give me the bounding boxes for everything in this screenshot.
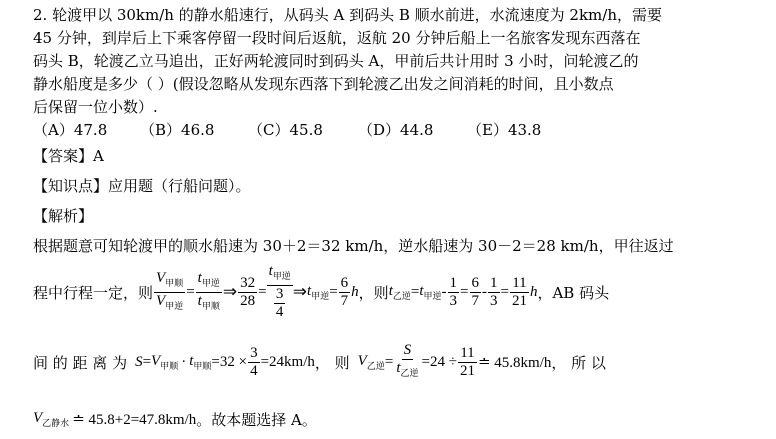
analysis-line-1: 根据题意可知轮渡甲的顺水船速为 30＋2＝32 km/h，逆水船速为 30－2＝28 km/h，甲往返过 xyxy=(33,237,674,255)
fraction-3-4: $\frac{3}{4}$ xyxy=(250,344,258,379)
knowledge-tag: 【知识点】 xyxy=(33,177,109,195)
knowledge-line xyxy=(33,176,251,196)
option-b: （B）46.8 xyxy=(140,121,215,139)
analysis-line-4: $V_{乙静水}$ ≐ 45.8+2=47.8km/h 。故本题选择 A。 xyxy=(33,409,317,429)
option-d: （D）44.8 xyxy=(358,121,434,139)
option-c: （C）45.8 xyxy=(248,121,323,139)
fraction-t-ratio: $\frac{t_{甲逆}}{t_{甲顺}}$ xyxy=(197,269,220,311)
fraction-s-over-t: $\frac{S}{t_{乙逆}}$ xyxy=(396,342,419,378)
fraction-11-21-b: $\frac{11}{21}$ xyxy=(459,344,475,379)
fraction-6-7: $\frac{6}{7}$ xyxy=(340,274,349,309)
fraction-1-3-b: $\frac{1}{3}$ xyxy=(490,274,498,309)
option-e: （E）43.8 xyxy=(467,121,542,139)
knowledge-value: 应用题（行船问题）。 xyxy=(108,177,251,195)
answer-line xyxy=(33,146,104,166)
fraction-v-ratio: $\frac{V_{甲顺}}{V_{甲逆}}$ xyxy=(156,269,184,311)
question-line-4: 静水船度是多少（ ）(假设忽略从发现东西落下到轮渡乙出发之间消耗的时间，且小数点 xyxy=(33,75,614,93)
answer-value: A xyxy=(93,147,104,165)
answer-tag: 【答案】 xyxy=(33,147,94,165)
analysis-line-3: 间 的 距 离 为 S = $V_{甲顺}$ · $t_{甲顺}$ =32 × $\frac{3}{4}$ =24km/h ， 则 $V_{乙逆}$ = $\frac{S}{t_{乙逆}}$ =24 ÷ $\frac{11}{21}$ ≐ 45.8km/h ， 所 以 xyxy=(33,340,606,384)
fraction-6-7-b: $\frac{6}{7}$ xyxy=(471,274,479,309)
fraction-11-21: $\frac{11}{21}$ xyxy=(511,274,527,309)
option-a: （A）47.8 xyxy=(33,121,108,139)
fraction-1-3-a: $\frac{1}{3}$ xyxy=(449,274,458,309)
question-line-2: 45 分钟，到岸后上下乘客停留一段时间后返航，返航 20 分钟后船上一名旅客发现东西落在 xyxy=(33,29,641,47)
question-line-1: 2. 轮渡甲以 30km/h 的静水船速行，从码头 A 到码头 B 顺水前进，水流速度为 2km/h，需要 xyxy=(33,6,662,24)
analysis-tag: 【解析】 xyxy=(33,207,94,225)
question-line-5: 后保留一位小数）. xyxy=(33,98,158,116)
analysis-line-2: 程中行程一定，则 $\frac{V_{甲顺}}{V_{甲逆}}$ = $\frac{t_{甲逆}}{t_{甲顺}}$ ⇒ $\frac{32}{28}$ = $t_{甲逆}$ $\frac{3}{4}$ ⇒ $t_{甲逆}$ = $\frac{6}{7}$ h ，则 $t_{乙逆}$ = $t_{甲逆}$ - $\frac{1}{3}$ = $\frac{6}{7}$ - $\frac{1}{3}$ = $\frac{11}{21}$ h ，AB 码头 xyxy=(33,263,610,320)
fraction-t-over-three-quarters: $t_{甲逆}$ $\frac{3}{4}$ xyxy=(268,263,291,320)
question-line-3: 码头 B，轮渡乙立马追出，正好两轮渡同时到码头 A，甲前后共计用时 3 小时，问轮渡乙的 xyxy=(33,52,639,70)
fraction-32-28: $\frac{32}{28}$ xyxy=(240,274,256,309)
